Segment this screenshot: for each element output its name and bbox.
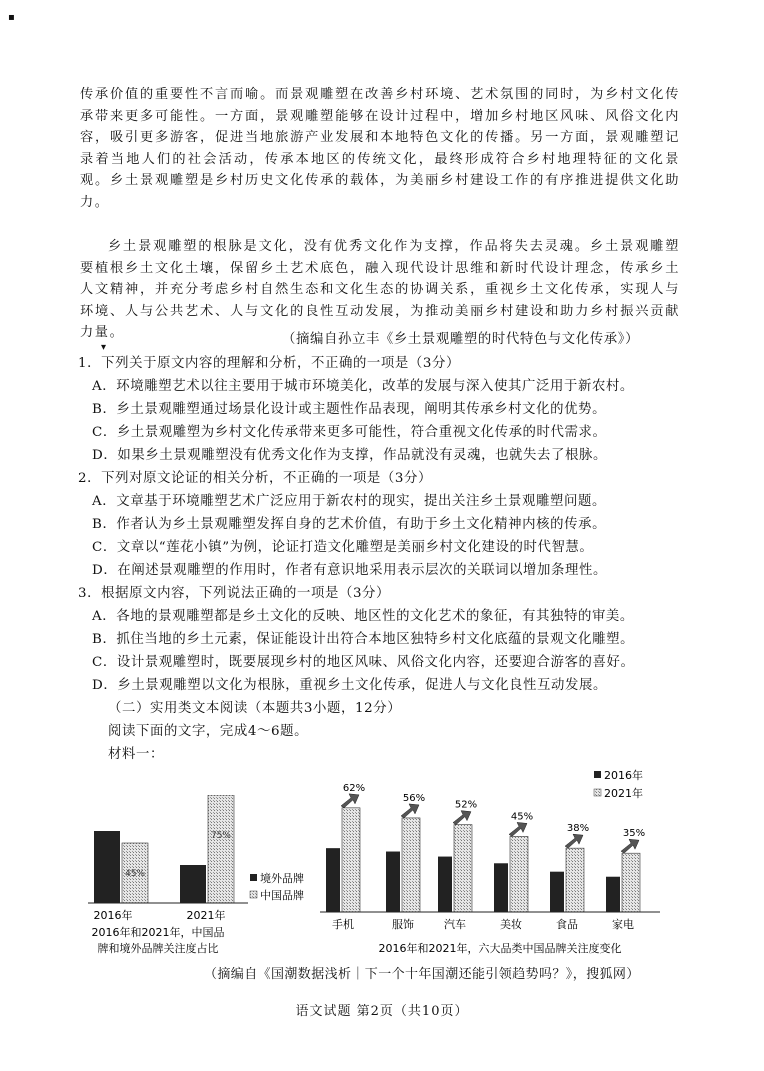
question-1-option-c: C．乡土景观雕塑为乡村文化传承带来更多可能性，符合重视文化传承的时代需求。 bbox=[92, 425, 607, 440]
chart2-tick-2: 汽车 bbox=[444, 918, 466, 931]
question-1-option-d: D．如果乡土景观雕塑没有优秀文化作为支撑，作品就没有灵魂，也就失去了根脉。 bbox=[92, 448, 607, 463]
material-label: 材料一： bbox=[108, 747, 164, 762]
chart2-tick-0: 手机 bbox=[332, 918, 354, 931]
chart2-growth-arrow-icon-4 bbox=[565, 834, 583, 848]
legend-label-foreign: 境外品牌 bbox=[260, 872, 304, 885]
instruction-text: 阅读下面的文字，完成4～6题。 bbox=[108, 724, 309, 739]
scan-mark-side: ▾ bbox=[101, 342, 107, 353]
question-3-option-b: B．抓住当地的乡土元素，保证能设计出符合本地区独特乡村文化底蕴的景观文化雕塑。 bbox=[92, 632, 635, 647]
chart2-bar-2021-3 bbox=[510, 836, 528, 912]
source-citation-2: （摘编自《国潮数据浅析｜下一个十年国潮还能引领趋势吗？》，搜狐网） bbox=[204, 967, 640, 982]
legend-swatch-2021 bbox=[594, 789, 601, 796]
chart2-tick-4: 食品 bbox=[556, 918, 578, 931]
legend-label-2016: 2016年 bbox=[604, 769, 643, 782]
chart2-title: 2016年和2021年，六大品类中国品牌关注度变化 bbox=[378, 942, 622, 955]
chart2-bar-2016-3 bbox=[494, 863, 508, 912]
source-citation-1: （摘编自孙立丰《乡土景观雕塑的时代特色与文化传承》） bbox=[282, 332, 640, 347]
chart2-tick-3: 美妆 bbox=[500, 918, 522, 931]
chart2-growth-arrow-icon-0 bbox=[341, 794, 359, 808]
chart2-bar-2021-1 bbox=[402, 818, 420, 912]
chart2-bar-2021-5 bbox=[622, 853, 640, 912]
chart1-data-label-0: 45% bbox=[124, 869, 146, 879]
legend-label-domestic: 中国品牌 bbox=[260, 889, 304, 902]
chart2-legend bbox=[594, 768, 643, 800]
chart2-growth-arrow-icon-3 bbox=[509, 822, 527, 836]
question-1-option-b: B．乡土景观雕塑通过场景化设计或主题性作品表现，阐明其传承乡村文化的优势。 bbox=[92, 402, 607, 417]
chart2-data-label-4: 38% bbox=[566, 823, 590, 835]
chart2-bar-2021-0 bbox=[342, 808, 360, 912]
question-3-option-d: D．乡土景观雕塑以文化为根脉，重视乡土文化传承，促进人与文化良性互动发展。 bbox=[92, 678, 607, 693]
chart1-tick-2021: 2021年 bbox=[186, 909, 226, 922]
chart2-bar-2016-1 bbox=[386, 852, 400, 912]
chart-category-attention bbox=[320, 768, 680, 965]
question-2-option-a: A．文章基于环境雕塑艺术广泛应用于新农村的现实，提出关注乡土景观雕塑问题。 bbox=[92, 494, 606, 509]
chart1-bar-foreign-0 bbox=[94, 831, 120, 903]
paragraph-1: 传承价值的重要性不言而喻。而景观雕塑在改善乡村环境、艺术氛围的同时，为乡村文化传承带来更多可能性。一方面，景观雕塑能够在设计过程中，增加乡村地区风味、风俗文化内容，吸引更多游客，促进当地旅游产业发展和本地特色文化的传播。另一方面，景观雕塑记录着当地人们的社会活动，传承本地区的传统文化，最终形成符合乡村地理特征的文化景观。乡土景观雕塑是乡村历史文化传承的载体，为美丽乡村建设工作的有序推进提供文化助力。 bbox=[80, 87, 680, 210]
question-1-option-a: A．环境雕塑艺术以往主要用于城市环境美化，改革的发展与深入使其广泛用于新农村。 bbox=[92, 379, 634, 394]
question-3-option-c: C．设计景观雕塑时，既要展现乡村的地区风味、风俗文化内容，还要迎合游客的喜好。 bbox=[92, 655, 635, 670]
chart2-growth-arrow-icon-2 bbox=[453, 811, 471, 825]
chart1-title-line1: 2016年和2021年，中国品 bbox=[91, 926, 225, 939]
chart2-bar-2021-2 bbox=[454, 825, 472, 912]
chart1-tick-2016: 2016年 bbox=[93, 909, 133, 922]
chart2-data-label-5: 35% bbox=[622, 828, 646, 840]
legend-label-2021: 2021年 bbox=[604, 787, 643, 800]
chart2-bar-2016-2 bbox=[438, 857, 452, 912]
question-3-option-a: A．各地的景观雕塑都是乡土文化的反映、地区性的文化艺术的象征，有其独特的审美。 bbox=[92, 609, 634, 624]
chart2-bar-2016-4 bbox=[550, 872, 564, 912]
chart2-bar-2016-5 bbox=[606, 877, 620, 912]
question-2-stem: 2．下列对原文论证的相关分析，不正确的一项是（3分） bbox=[78, 471, 433, 486]
chart2-growth-arrow-icon-1 bbox=[401, 804, 419, 818]
chart1-title-line2: 牌和境外品牌关注度占比 bbox=[97, 942, 219, 955]
question-2-option-d: D．在阐述景观雕塑的作用时，作者有意识地采用表示层次的关联词以增加条理性。 bbox=[92, 563, 607, 578]
chart2-tick-5: 家电 bbox=[612, 918, 634, 931]
chart2-data-label-0: 62% bbox=[342, 782, 366, 794]
chart2-bar-2016-0 bbox=[326, 848, 340, 912]
chart2-bar-2021-4 bbox=[566, 848, 584, 912]
chart1-data-label-1: 75% bbox=[210, 831, 232, 841]
question-3-stem: 3．根据原文内容，下列说法正确的一项是（3分） bbox=[78, 586, 391, 601]
chart1-bar-foreign-1 bbox=[180, 865, 206, 903]
legend-swatch-domestic bbox=[250, 891, 257, 898]
chart2-data-label-2: 52% bbox=[454, 799, 478, 811]
legend-swatch-2016 bbox=[594, 771, 601, 778]
paragraph-2: 乡土景观雕塑的根脉是文化，没有优秀文化作为支撑，作品将失去灵魂。乡土景观雕塑要植根乡土文化土壤，保留乡土艺术底色，融入现代设计思维和新时代设计理念，传承乡土人文精神，并充分考虑乡村自然生态和文化生态的协调关系，重视乡土文化传承，实现人与环境、人与公共艺术、人与文化的良性互动发展，为推动美丽乡村建设和助力乡村振兴贡献力量。 bbox=[80, 239, 680, 340]
chart-brand-share bbox=[88, 795, 318, 960]
chart2-tick-1: 服饰 bbox=[392, 918, 414, 931]
chart2-data-label-1: 56% bbox=[402, 792, 426, 804]
chart1-legend bbox=[250, 871, 304, 902]
chart2-data-label-3: 45% bbox=[510, 811, 534, 823]
question-2-option-b: B．作者认为乡土景观雕塑发挥自身的艺术价值，有助于乡土文化精神内核的传承。 bbox=[92, 517, 607, 532]
chart2-growth-arrow-icon-5 bbox=[621, 839, 639, 853]
section-heading: （二）实用类文本阅读（本题共3小题，12分） bbox=[108, 701, 402, 716]
scan-mark-top: ▪ bbox=[8, 12, 15, 23]
chart1-bar-domestic-1 bbox=[208, 795, 234, 903]
legend-swatch-foreign bbox=[250, 874, 257, 881]
question-2-option-c: C．文章以“莲花小镇”为例，论证打造文化雕塑是美丽乡村文化建设的时代智慧。 bbox=[92, 540, 594, 555]
question-1-stem: 1．下列关于原文内容的理解和分析，不正确的一项是（3分） bbox=[78, 356, 460, 371]
page-footer: 语文试题 第2页（共10页） bbox=[295, 1004, 469, 1019]
